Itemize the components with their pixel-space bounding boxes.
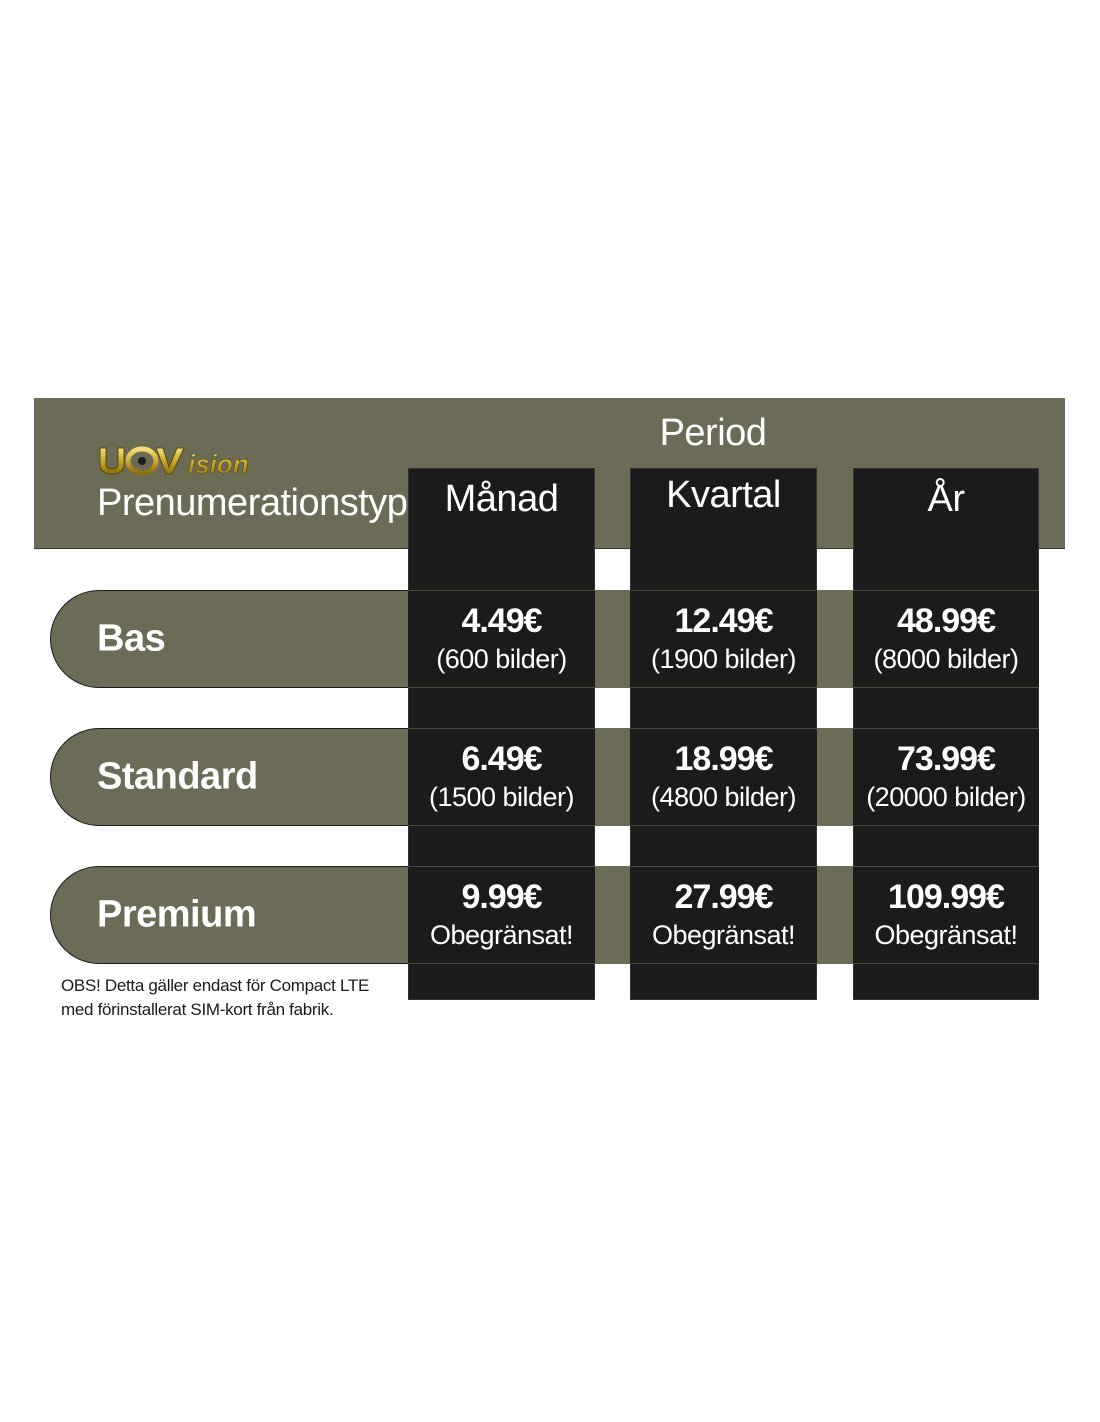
svg-text:ision: ision	[188, 449, 249, 479]
price-value: 27.99€	[674, 878, 773, 916]
price-cell	[630, 728, 817, 826]
column-header-ar: År	[927, 478, 965, 520]
price-detail: (4800 bilder)	[650, 782, 797, 812]
price-value: 109.99€	[888, 878, 1004, 916]
price-cell	[853, 866, 1039, 964]
price-detail: Obegränsat!	[429, 920, 574, 950]
price-detail: (600 bilder)	[436, 644, 567, 674]
footnote-line: OBS! Detta gäller endast för Compact LTE	[61, 976, 369, 995]
price-value: 48.99€	[897, 602, 995, 640]
row-label: Bas	[97, 617, 166, 660]
price-cell	[630, 866, 817, 964]
row-label: Premium	[97, 893, 257, 936]
price-detail: Obegränsat!	[651, 920, 796, 950]
price-detail: (8000 bilder)	[873, 644, 1019, 674]
column-header-kvartal: Kvartal	[666, 474, 781, 516]
price-value: 12.49€	[674, 602, 773, 640]
period-heading: Period	[659, 412, 767, 454]
price-cell	[630, 590, 817, 688]
subscription-type-heading: Prenumerationstyp	[97, 482, 408, 524]
uovision-logo	[96, 442, 276, 480]
price-cell	[408, 866, 595, 964]
row-label-pill-bas	[50, 590, 420, 688]
column-header-manad: Månad	[444, 478, 559, 520]
row-label: Standard	[97, 755, 258, 798]
price-value: 73.99€	[897, 740, 995, 778]
price-cell	[853, 728, 1039, 826]
row-label-pill-standard	[50, 728, 420, 826]
price-detail: (1900 bilder)	[650, 644, 797, 674]
price-cell	[408, 590, 595, 688]
price-value: 4.49€	[461, 602, 542, 640]
price-detail: Obegränsat!	[874, 920, 1018, 950]
price-value: 6.49€	[461, 740, 542, 778]
row-label-pill-premium	[50, 866, 420, 964]
price-value: 9.99€	[461, 878, 542, 916]
footnote-line: med förinstallerat SIM-kort från fabrik.	[61, 1000, 334, 1019]
price-value: 18.99€	[674, 740, 773, 778]
price-cell	[853, 590, 1039, 688]
price-detail: (1500 bilder)	[428, 782, 575, 812]
price-cell	[408, 728, 595, 826]
price-detail: (20000 bilder)	[866, 782, 1026, 812]
footnote	[61, 974, 369, 1022]
